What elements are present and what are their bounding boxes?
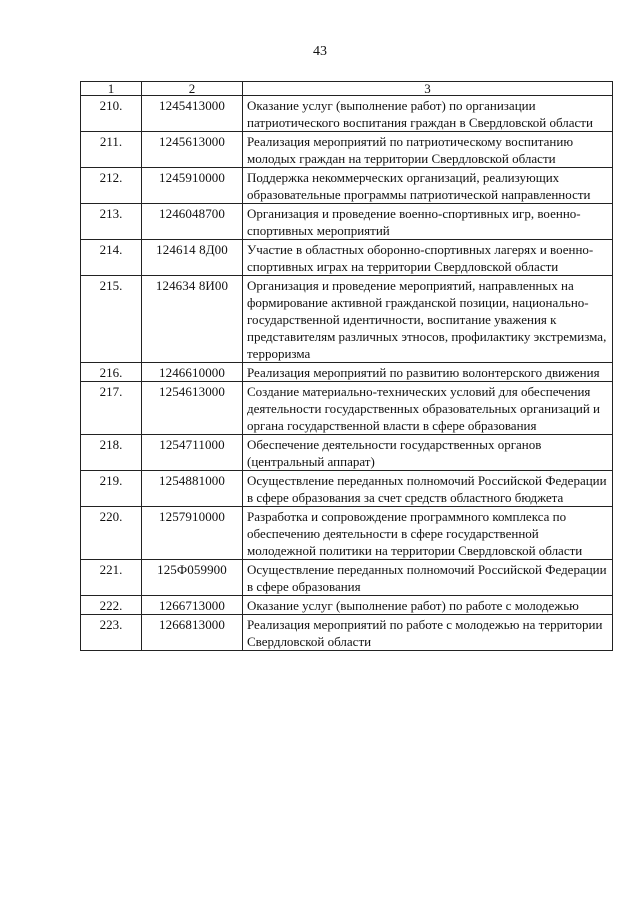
row-description: Участие в областных оборонно-спортивных лагерях и военно-спортивных играх на территории Свердловской области xyxy=(243,240,613,276)
row-code: 124634 8И00 xyxy=(142,276,243,363)
table-row xyxy=(81,560,613,596)
table-row xyxy=(81,168,613,204)
row-code: 1245413000 xyxy=(142,96,243,132)
row-code: 1245613000 xyxy=(142,132,243,168)
row-number: 216. xyxy=(81,363,142,382)
table-row xyxy=(81,132,613,168)
table-row xyxy=(81,96,613,132)
table-header-row xyxy=(81,82,613,96)
row-number: 210. xyxy=(81,96,142,132)
table-row xyxy=(81,382,613,435)
row-number: 213. xyxy=(81,204,142,240)
row-number: 217. xyxy=(81,382,142,435)
column-header-description: 3 xyxy=(243,82,613,96)
row-number: 212. xyxy=(81,168,142,204)
row-description: Осуществление переданных полномочий Российской Федерации в сфере образования xyxy=(243,560,613,596)
row-code: 1246610000 xyxy=(142,363,243,382)
row-number: 220. xyxy=(81,507,142,560)
row-number: 223. xyxy=(81,615,142,651)
row-code: 124614 8Д00 xyxy=(142,240,243,276)
row-number: 219. xyxy=(81,471,142,507)
table-row xyxy=(81,615,613,651)
row-description: Реализация мероприятий по развитию волонтерского движения xyxy=(243,363,613,382)
page-number: 43 xyxy=(313,44,327,59)
row-code: 125Ф059900 xyxy=(142,560,243,596)
column-header-code: 2 xyxy=(142,82,243,96)
row-description: Оказание услуг (выполнение работ) по работе с молодежью xyxy=(243,596,613,615)
row-description: Организация и проведение мероприятий, направленных на формирование активной гражданской позиции, национально-государственной идентичности, воспитание уважения к представителям различных этносов, профилактику экстремизма, терроризма xyxy=(243,276,613,363)
row-code: 1266813000 xyxy=(142,615,243,651)
row-description: Создание материально-технических условий для обеспечения деятельности государственных образовательных организаций и органа государственной власти в сфере образования xyxy=(243,382,613,435)
budget-code-table xyxy=(80,81,613,651)
row-code: 1254881000 xyxy=(142,471,243,507)
table-row xyxy=(81,240,613,276)
row-description: Оказание услуг (выполнение работ) по организации патриотического воспитания граждан в Свердловской области xyxy=(243,96,613,132)
row-number: 221. xyxy=(81,560,142,596)
table-row xyxy=(81,596,613,615)
table-row xyxy=(81,276,613,363)
row-code: 1266713000 xyxy=(142,596,243,615)
row-description: Реализация мероприятий по работе с молодежью на территории Свердловской области xyxy=(243,615,613,651)
table-row xyxy=(81,435,613,471)
row-code: 1245910000 xyxy=(142,168,243,204)
table-row xyxy=(81,204,613,240)
table-row xyxy=(81,363,613,382)
row-code: 1246048700 xyxy=(142,204,243,240)
row-description: Поддержка некоммерческих организаций, реализующих образовательные программы патриотической направленности xyxy=(243,168,613,204)
row-description: Осуществление переданных полномочий Российской Федерации в сфере образования за счет средств областного бюджета xyxy=(243,471,613,507)
row-number: 214. xyxy=(81,240,142,276)
row-number: 215. xyxy=(81,276,142,363)
column-header-number: 1 xyxy=(81,82,142,96)
row-number: 218. xyxy=(81,435,142,471)
row-description: Организация и проведение военно-спортивных игр, военно-спортивных мероприятий xyxy=(243,204,613,240)
table-row xyxy=(81,507,613,560)
row-code: 1257910000 xyxy=(142,507,243,560)
row-number: 222. xyxy=(81,596,142,615)
row-description: Разработка и сопровождение программного комплекса по обеспечению деятельности в сфере государственной молодежной политики на территории Свердловской области xyxy=(243,507,613,560)
row-description: Реализация мероприятий по патриотическому воспитанию молодых граждан на территории Свердловской области xyxy=(243,132,613,168)
table-row xyxy=(81,471,613,507)
row-description: Обеспечение деятельности государственных органов (центральный аппарат) xyxy=(243,435,613,471)
row-number: 211. xyxy=(81,132,142,168)
row-code: 1254613000 xyxy=(142,382,243,435)
row-code: 1254711000 xyxy=(142,435,243,471)
